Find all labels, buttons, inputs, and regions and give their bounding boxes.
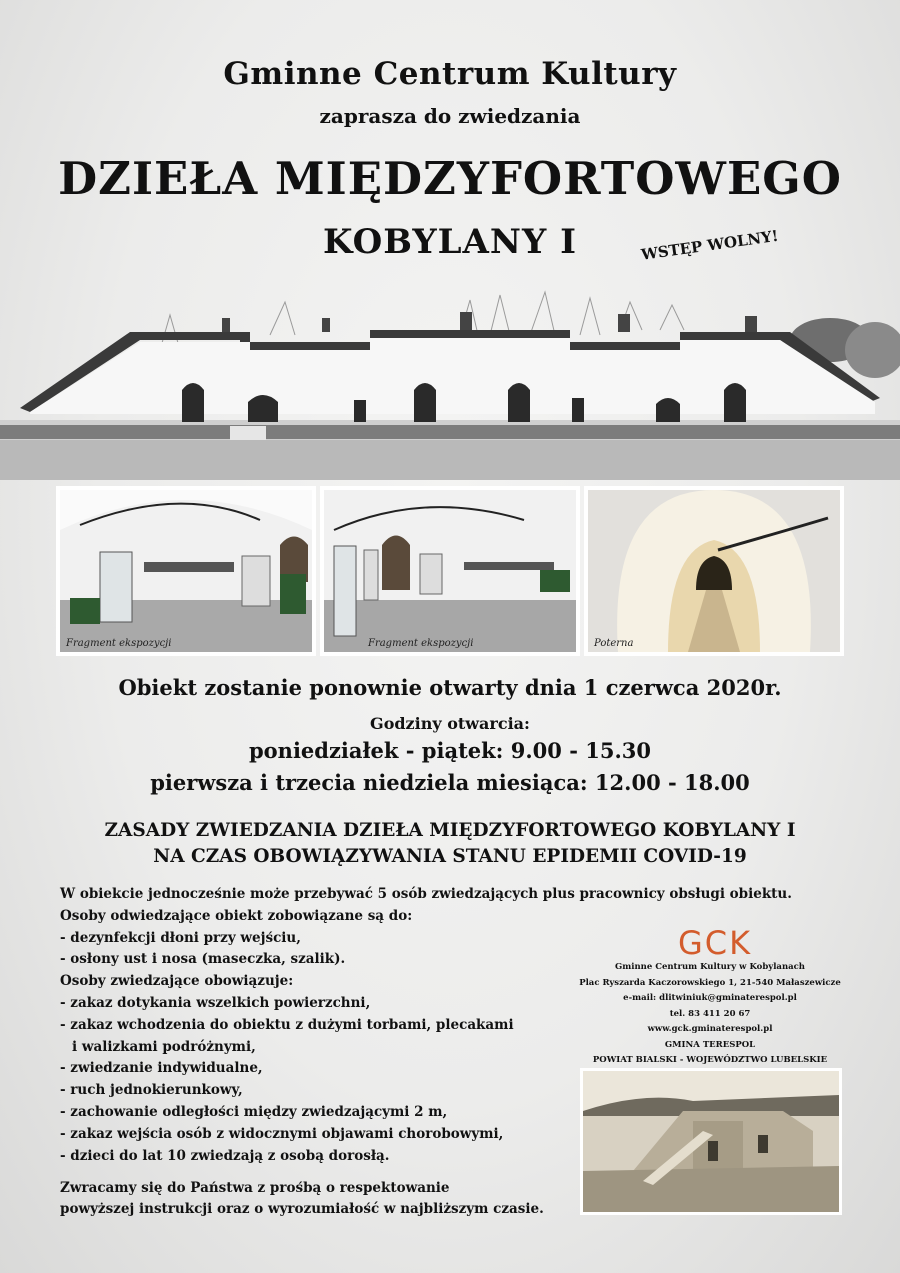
free-entry-badge: WSTĘP WOLNY! <box>640 226 780 264</box>
photo-caption: Poterna <box>594 638 634 649</box>
rules-heading: ZASADY ZWIEDZANIA DZIEŁA MIĘDZYFORTOWEGO KOBYLANY I <box>104 820 796 841</box>
historic-fort-photo <box>580 1068 842 1215</box>
contact-district: POWIAT BIALSKI - WOJEWÓDZTWO LUBELSKIE <box>592 1055 828 1065</box>
gck-logo: GCK <box>677 924 753 962</box>
contact-phone: tel. 83 411 20 67 <box>669 1008 751 1019</box>
rule-line: - zakaz wejścia osób z widocznymi objawami chorobowymi, <box>60 1125 504 1142</box>
organizer-name: Gminne Centrum Kultury <box>223 56 677 92</box>
rule-line: W obiekcie jednocześnie może przebywać 5 osób zwiedzających plus pracownicy obsługi obiektu. <box>60 886 792 902</box>
page-subtitle: KOBYLANY I <box>322 222 578 262</box>
photo-caption: Fragment ekspozycji <box>368 638 474 649</box>
rule-line: - zakaz dotykania wszelkich powierzchni, <box>60 994 371 1011</box>
hours-weekdays: poniedziałek - piątek: 9.00 - 15.30 <box>248 738 651 763</box>
contact-address: Plac Ryszarda Kaczorowskiego 1, 21-540 Małaszewicze <box>579 977 841 988</box>
rule-line: Osoby zwiedzające obowiązuje: <box>60 973 294 990</box>
contact-email[interactable]: e-mail: dlitwiniuk@gminaterespol.pl <box>623 993 797 1003</box>
rule-line: - ruch jednokierunkowy, <box>60 1082 243 1099</box>
closing-line: powyższej instrukcji oraz o wyrozumiałość w najbliższym czasie. <box>60 1201 544 1217</box>
closing-line: Zwracamy się do Państwa z prośbą o respektowanie <box>60 1180 450 1196</box>
rule-line: - zwiedzanie indywidualne, <box>60 1060 263 1077</box>
invite-line: zaprasza do zwiedzania <box>319 104 581 128</box>
exhibition-photo-1 <box>56 486 316 656</box>
tunnel-photo <box>584 486 844 656</box>
rule-line: i walizkami podróżnymi, <box>72 1038 256 1055</box>
rule-line: - dezynfekcji dłoni przy wejściu, <box>60 929 301 946</box>
exhibition-photo-2 <box>320 486 580 656</box>
rule-line: - osłony ust i nosa (maseczka, szalik). <box>60 951 346 968</box>
contact-block <box>570 960 850 1069</box>
hours-heading: Godziny otwarcia: <box>370 714 530 733</box>
page-title: DZIEŁA MIĘDZYFORTOWEGO <box>58 152 842 205</box>
rules-heading-line2: NA CZAS OBOWIĄZYWANIA STANU EPIDEMII COVID-19 <box>153 846 747 867</box>
contact-website[interactable]: www.gck.gminaterespol.pl <box>647 1024 773 1034</box>
fort-panorama-image <box>0 290 900 480</box>
contact-municipality: GMINA TERESPOL <box>664 1039 756 1050</box>
photo-caption: Fragment ekspozycji <box>66 638 172 649</box>
rule-line: - zakaz wchodzenia do obiektu z dużymi torbami, plecakami <box>60 1016 514 1033</box>
rule-line: - dzieci do lat 10 zwiedzają z osobą dorosłą. <box>60 1147 390 1164</box>
hours-sundays: pierwsza i trzecia niedziela miesiąca: 12.00 - 18.00 <box>150 770 750 795</box>
rule-line: Osoby odwiedzające obiekt zobowiązane są do: <box>60 907 413 924</box>
reopen-notice: Obiekt zostanie ponownie otwarty dnia 1 czerwca 2020r. <box>118 675 782 700</box>
contact-name: Gminne Centrum Kultury w Kobylanach <box>614 962 805 972</box>
closing-note <box>60 1178 544 1220</box>
rule-line: - zachowanie odległości między zwiedzającymi 2 m, <box>60 1103 448 1120</box>
